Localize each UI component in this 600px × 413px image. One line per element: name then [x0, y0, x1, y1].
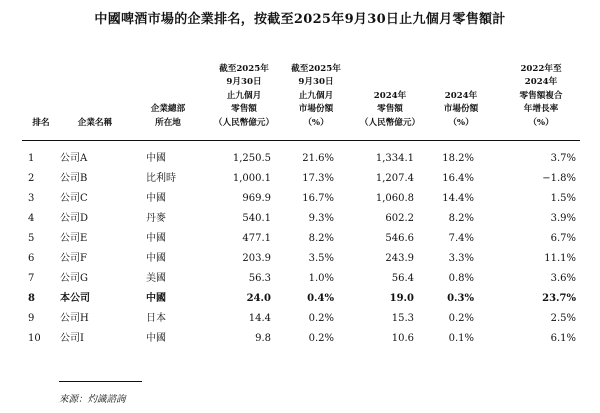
cell-share-2024: 18.2% [442, 153, 474, 164]
header-hq-line: 企業總部 [150, 104, 186, 114]
header-share-2024-line: 2024年 [444, 90, 478, 101]
header-cagr-line: 2022年至 [520, 63, 562, 74]
cell-hq: 比利時 [146, 173, 176, 184]
source-note: 來源：灼識諮詢 [59, 394, 126, 405]
cell-sales-9m: 969.9 [242, 193, 271, 204]
cell-share-2024: 16.4% [442, 173, 474, 184]
cell-cagr: 3.9% [550, 213, 576, 224]
cell-sales-9m: 24.0 [246, 293, 271, 304]
cell-hq: 中國 [146, 253, 166, 264]
header-cagr-line: 2024年 [524, 77, 558, 87]
header-sales-9m-line: 截至2025年 [219, 63, 269, 74]
header-divider [22, 140, 580, 141]
header-sales-9m-line: 零售額 [231, 104, 257, 114]
cell-share-9m: 16.7% [302, 193, 334, 204]
cell-rank: 2 [28, 173, 35, 184]
cell-sales-2024: 15.3 [391, 313, 414, 324]
cell-cagr: 11.1% [544, 253, 576, 264]
cell-name: 公司B [60, 173, 88, 184]
cell-cagr: 23.7% [542, 293, 576, 304]
cell-share-9m: 0.4% [307, 293, 334, 304]
cell-cagr: 3.6% [550, 273, 576, 284]
cell-share-2024: 0.8% [448, 273, 474, 284]
cell-sales-2024: 10.6 [391, 333, 414, 344]
cell-share-2024: 14.4% [442, 193, 474, 204]
table-title: 中國啤酒市場的企業排名，按截至2025年9月30日止九個月零售額計 [94, 12, 506, 27]
cell-sales-2024: 602.2 [385, 213, 414, 224]
header-cagr-line: 年增長率 [523, 104, 559, 114]
header-share-2024-line: （%） [448, 117, 474, 128]
cell-sales-9m: 14.4 [248, 313, 271, 324]
header-sales-9m-line: （人民幣億元） [213, 117, 275, 128]
cell-sales-2024: 19.0 [389, 293, 414, 304]
header-share-9m-line: 9月30日 [298, 77, 334, 87]
cell-sales-9m: 56.3 [248, 273, 271, 284]
cell-rank: 3 [28, 193, 35, 204]
cell-hq: 中國 [146, 153, 166, 164]
cell-name: 公司A [60, 153, 88, 164]
cell-sales-2024: 1,060.8 [375, 193, 414, 204]
cell-hq: 美國 [146, 273, 166, 284]
cell-share-9m: 9.3% [308, 213, 334, 224]
cell-share-2024: 3.3% [448, 253, 474, 264]
cell-share-2024: 0.1% [448, 333, 474, 344]
header-share-9m-line: 市場份額 [298, 104, 334, 114]
cell-sales-9m: 203.9 [242, 253, 271, 264]
cell-sales-2024: 243.9 [385, 253, 414, 264]
cell-hq: 中國 [146, 333, 166, 344]
cell-sales-2024: 1,207.4 [375, 173, 414, 184]
cell-name: 公司C [60, 193, 88, 204]
cell-share-9m: 3.5% [308, 253, 334, 264]
cell-sales-2024: 546.6 [385, 233, 414, 244]
cell-share-9m: 1.0% [308, 273, 334, 284]
header-sales-2024-line: 2024年 [373, 90, 407, 101]
cell-sales-9m: 477.1 [242, 233, 271, 244]
cell-rank: 8 [28, 293, 35, 304]
cell-hq: 中國 [146, 193, 166, 204]
cell-sales-9m: 9.8 [255, 333, 271, 344]
cell-sales-9m: 540.1 [242, 213, 271, 224]
header-share-9m-line: （%） [303, 117, 329, 128]
header-sales-2024-line: 零售額 [377, 104, 403, 114]
cell-cagr: 1.5% [550, 193, 576, 204]
cell-name: 公司G [60, 273, 88, 284]
header-name-line: 企業名稱 [77, 117, 113, 128]
cell-share-9m: 21.6% [302, 153, 334, 164]
header-sales-2024-line: （人民幣億元） [359, 117, 421, 128]
header-share-9m-line: 截至2025年 [291, 63, 341, 74]
cell-hq: 丹麥 [146, 213, 166, 224]
header-rank-line: 排名 [32, 117, 50, 128]
cell-sales-2024: 1,334.1 [375, 153, 414, 164]
cell-cagr: 6.1% [550, 333, 576, 344]
cell-share-2024: 0.3% [447, 293, 474, 304]
cell-share-9m: 17.3% [302, 173, 334, 184]
cell-sales-9m: 1,250.5 [232, 153, 271, 164]
cell-sales-9m: 1,000.1 [232, 173, 271, 184]
header-sales-9m-line: 9月30日 [226, 77, 262, 87]
cell-rank: 6 [28, 253, 35, 264]
cell-cagr: −1.8% [542, 173, 576, 184]
cell-share-9m: 0.2% [308, 313, 334, 324]
cell-hq: 日本 [146, 313, 166, 324]
cell-hq: 中國 [146, 233, 166, 244]
cell-rank: 9 [28, 313, 35, 324]
cell-name: 本公司 [60, 293, 90, 304]
header-share-9m-line: 止九個月 [298, 90, 334, 101]
header-cagr-line: 零售額複合 [519, 90, 563, 101]
cell-rank: 4 [28, 213, 35, 224]
cell-name: 公司D [60, 213, 89, 224]
source-divider [59, 381, 142, 382]
cell-share-9m: 8.2% [308, 233, 334, 244]
cell-share-2024: 0.2% [448, 313, 474, 324]
header-sales-9m-line: 止九個月 [226, 90, 262, 101]
cell-name: 公司H [60, 313, 89, 324]
cell-share-2024: 7.4% [448, 233, 474, 244]
header-hq-line: 所在地 [155, 117, 181, 128]
cell-name: 公司E [60, 233, 88, 244]
cell-sales-2024: 56.4 [391, 273, 414, 284]
cell-share-2024: 8.2% [448, 213, 474, 224]
header-share-2024-line: 市場份額 [443, 104, 479, 114]
cell-rank: 5 [28, 233, 35, 244]
cell-name: 公司F [60, 253, 87, 264]
header-cagr-line: （%） [528, 117, 554, 128]
cell-cagr: 2.5% [550, 313, 576, 324]
cell-cagr: 3.7% [550, 153, 576, 164]
cell-rank: 7 [28, 273, 35, 284]
cell-hq: 中國 [146, 293, 166, 304]
cell-cagr: 6.7% [550, 233, 576, 244]
cell-rank: 10 [28, 333, 41, 344]
cell-name: 公司I [60, 333, 84, 344]
cell-share-9m: 0.2% [308, 333, 334, 344]
cell-rank: 1 [28, 153, 35, 164]
